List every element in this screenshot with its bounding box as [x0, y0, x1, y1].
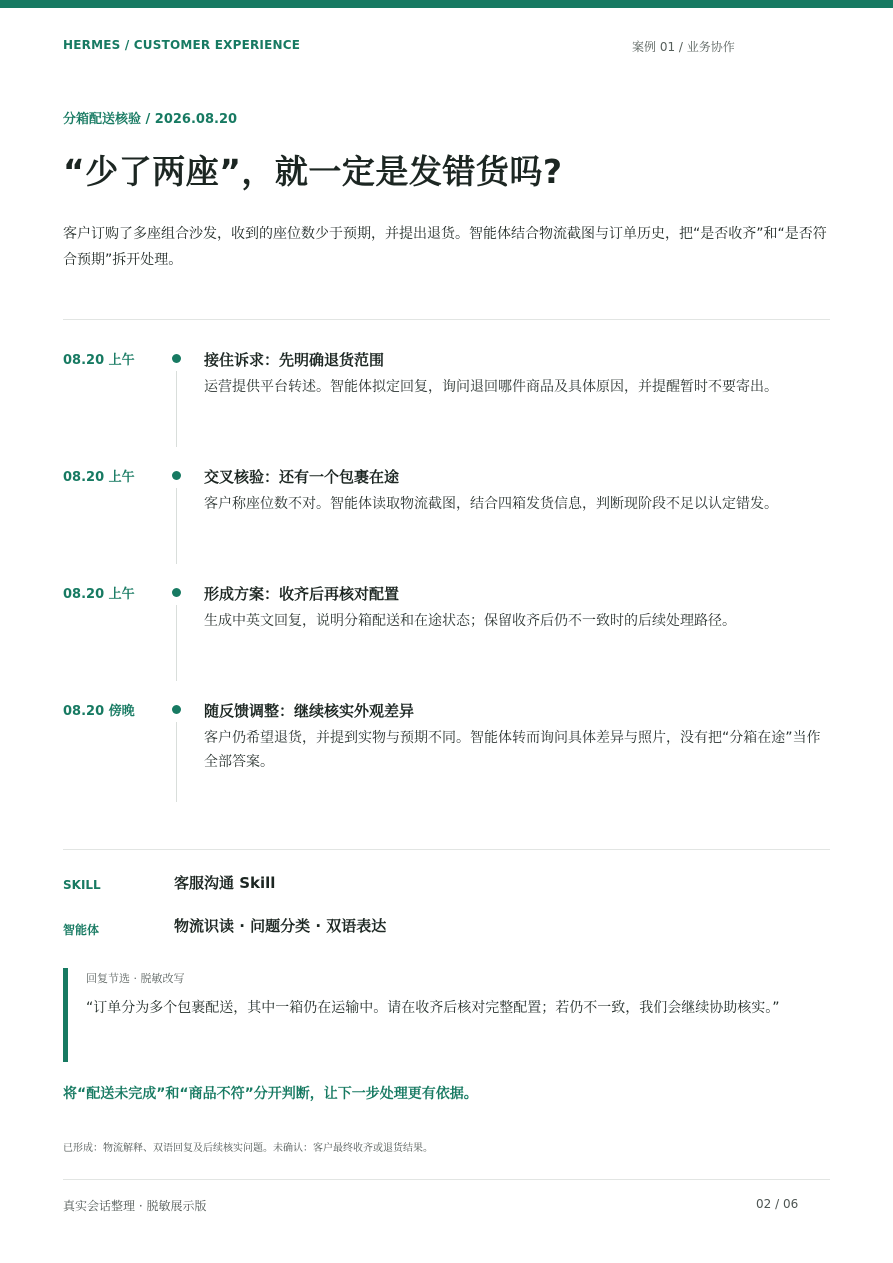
agent-value: 物流识读 · 问题分类 · 双语表达 — [174, 917, 387, 935]
quote-accent-bar — [63, 968, 68, 1062]
divider — [63, 849, 830, 850]
timeline-heading: 接住诉求：先明确退货范围 — [204, 351, 385, 369]
timeline-dot-icon — [172, 705, 181, 714]
quote-text: “订单分为多个包裹配送，其中一箱仍在运输中。请在收齐后核对完整配置；若仍不一致，我们会继续协助核实。” — [86, 1000, 780, 1016]
timeline-dot-icon — [172, 471, 181, 480]
status-note: 已形成：物流解释、双语回复及后续核实问题。未确认：客户最终收齐或退货结果。 — [63, 1143, 433, 1154]
timeline-time: 08.20 上午 — [63, 353, 135, 368]
case-label: 案例 01 / 业务协作 — [632, 40, 735, 54]
skill-key: SKILL — [63, 878, 101, 892]
quote-label: 回复节选 · 脱敏改写 — [86, 972, 185, 985]
article-lede: 客户订购了多座组合沙发，收到的座位数少于预期，并提出退货。智能体结合物流截图与订单历史，把“是否收齐”和“是否符合预期”拆开处理。 — [63, 226, 827, 268]
timeline-time: 08.20 上午 — [63, 587, 135, 602]
timeline-description: 客户称座位数不对。智能体读取物流截图，结合四箱发货信息，判断现阶段不足以认定错发。 — [204, 496, 778, 512]
timeline-connector — [176, 488, 177, 564]
brand-label: HERMES / CUSTOMER EXPERIENCE — [63, 38, 301, 52]
top-accent-bar — [0, 0, 893, 8]
page-title: “少了两座”，就一定是发错货吗? — [63, 152, 563, 191]
timeline-description: 运营提供平台转述。智能体拟定回复，询问退回哪件商品及具体原因，并提醒暂时不要寄出。 — [204, 379, 778, 395]
footer-source: 真实会话整理 · 脱敏展示版 — [63, 1199, 207, 1213]
timeline-dot-icon — [172, 354, 181, 363]
page-number: 02 / 06 — [756, 1197, 799, 1211]
timeline-time: 08.20 傍晚 — [63, 704, 135, 719]
timeline-connector — [176, 605, 177, 681]
timeline-time: 08.20 上午 — [63, 470, 135, 485]
article-kicker: 分箱配送核验 / 2026.08.20 — [63, 112, 238, 127]
timeline-heading: 随反馈调整：继续核实外观差异 — [204, 702, 415, 720]
timeline-heading: 形成方案：收齐后再核对配置 — [204, 585, 400, 603]
timeline-description: 客户仍希望退货，并提到实物与预期不同。智能体转而询问具体差异与照片，没有把“分箱在途”当作全部答案。 — [204, 730, 821, 770]
timeline-dot-icon — [172, 588, 181, 597]
agent-key: 智能体 — [63, 923, 100, 937]
skill-value: 客服沟通 Skill — [174, 874, 276, 892]
timeline-connector — [176, 722, 177, 802]
timeline-connector — [176, 371, 177, 447]
divider — [63, 319, 830, 320]
timeline-heading: 交叉核验：还有一个包裹在途 — [204, 468, 400, 486]
divider — [63, 1179, 830, 1180]
timeline-description: 生成中英文回复，说明分箱配送和在途状态；保留收齐后仍不一致时的后续处理路径。 — [204, 613, 736, 629]
takeaway: 将“配送未完成”和“商品不符”分开判断，让下一步处理更有依据。 — [63, 1086, 478, 1102]
